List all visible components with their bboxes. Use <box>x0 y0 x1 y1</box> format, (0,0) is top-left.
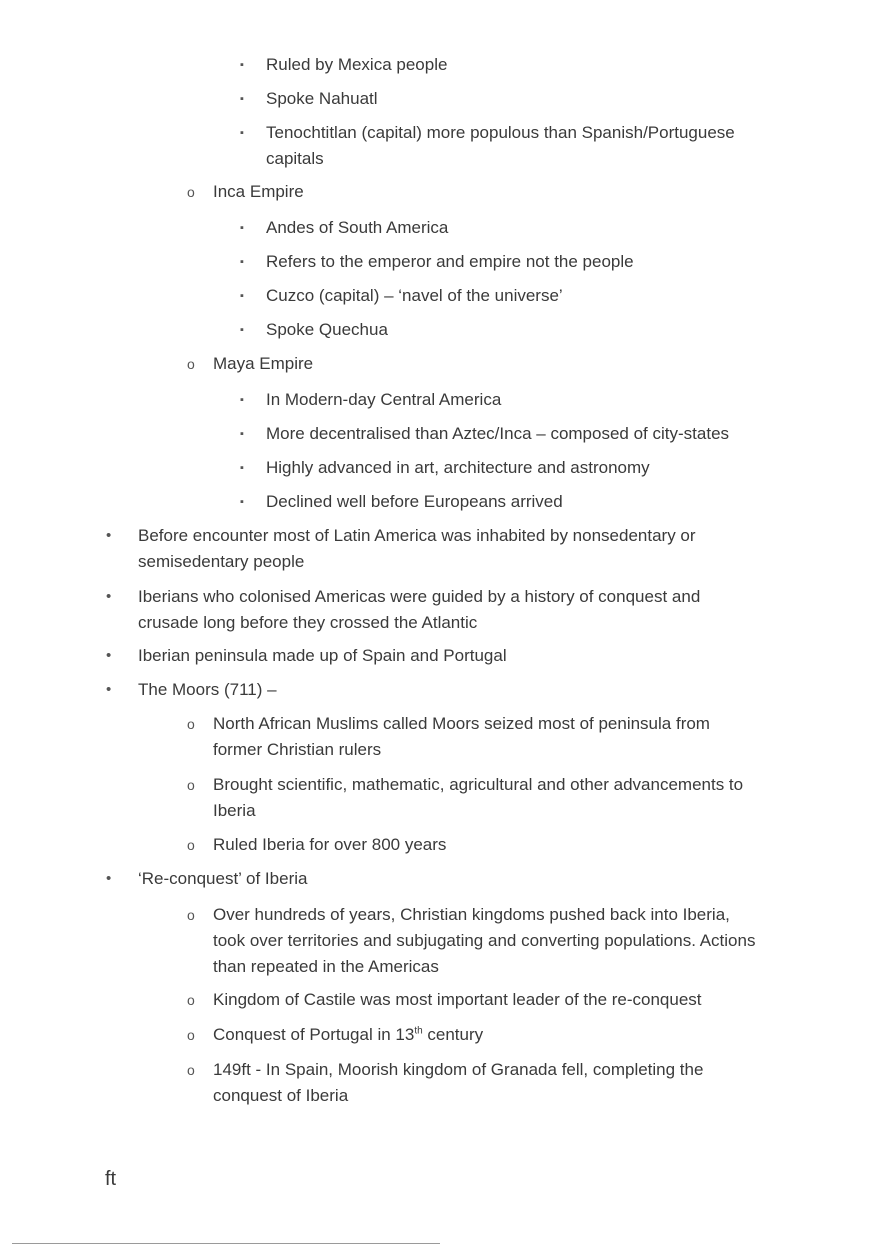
round-bullet-icon: • <box>106 870 112 887</box>
list-item <box>106 643 778 669</box>
list-item <box>187 902 758 980</box>
list-item <box>240 215 786 241</box>
list-item-text: In Modern-day Central America <box>266 390 502 409</box>
list-item <box>187 987 788 1013</box>
square-bullet-icon: ▪ <box>240 222 244 234</box>
list-item-text <box>213 1025 483 1044</box>
list-item-text: Iberian peninsula made up of Spain and Portugal <box>138 646 507 665</box>
list-item-text: Highly advanced in art, architecture and astronomy <box>266 458 650 477</box>
list-item <box>106 677 778 703</box>
square-bullet-icon: ▪ <box>240 428 244 440</box>
square-bullet-icon: ▪ <box>240 59 244 71</box>
list-item-text: Brought scientific, mathematic, agricultural and other advancements to Iberia <box>213 775 744 820</box>
square-bullet-icon: ▪ <box>240 93 244 105</box>
list-item-text: Inca Empire <box>213 182 304 201</box>
list-item-text: Iberians who colonised Americas were guided by a history of conquest and crusade long before they crossed the Atlantic <box>138 587 701 632</box>
list-item <box>240 249 786 275</box>
list-item <box>240 52 786 78</box>
circle-bullet-icon: o <box>187 1062 195 1078</box>
list-item <box>240 421 786 447</box>
square-bullet-icon: ▪ <box>240 462 244 474</box>
list-item-text: Spoke Nahuatl <box>266 89 378 108</box>
list-item <box>187 711 758 763</box>
list-item <box>106 866 778 892</box>
list-item <box>240 455 786 481</box>
list-item-text: Maya Empire <box>213 354 314 373</box>
circle-bullet-icon: o <box>187 907 195 923</box>
list-item-text: ‘Re-conquest’ of Iberia <box>138 869 308 888</box>
list-item <box>240 86 786 112</box>
list-item-text: Ruled by Mexica people <box>266 55 448 74</box>
footnote-separator <box>12 1243 440 1244</box>
list-item <box>187 1057 753 1109</box>
superscript: th <box>414 1025 423 1037</box>
square-bullet-icon: ▪ <box>240 290 244 302</box>
list-item-text: More decentralised than Aztec/Inca – composed of city-states <box>266 424 730 443</box>
circle-bullet-icon: o <box>187 992 195 1008</box>
circle-bullet-icon: o <box>187 716 195 732</box>
square-bullet-icon: ▪ <box>240 127 244 139</box>
list-item-text: Tenochtitlan (capital) more populous than Spanish/Portuguese capitals <box>266 123 735 168</box>
circle-bullet-icon: o <box>187 184 195 200</box>
list-item <box>240 387 786 413</box>
list-item-text: Ruled Iberia for over 800 years <box>213 835 447 854</box>
square-bullet-icon: ▪ <box>240 496 244 508</box>
circle-bullet-icon: o <box>187 837 195 853</box>
list-item <box>106 584 738 636</box>
list-item-text-part: century <box>422 1025 484 1044</box>
list-item-text: Before encounter most of Latin America was inhabited by nonsedentary or semisedentary people <box>138 526 696 571</box>
round-bullet-icon: • <box>106 588 112 605</box>
list-item-text: Kingdom of Castile was most important leader of the re-conquest <box>213 990 702 1009</box>
round-bullet-icon: • <box>106 681 112 698</box>
round-bullet-icon: • <box>106 647 112 664</box>
list-item-text: Cuzco (capital) – ‘navel of the universe’ <box>266 286 563 305</box>
circle-bullet-icon: o <box>187 356 195 372</box>
square-bullet-icon: ▪ <box>240 256 244 268</box>
circle-bullet-icon: o <box>187 777 195 793</box>
list-item <box>187 351 788 377</box>
square-bullet-icon: ▪ <box>240 324 244 336</box>
list-item <box>187 179 788 205</box>
list-item-text: The Moors (711) – <box>138 680 277 699</box>
list-item <box>187 1022 788 1048</box>
list-item <box>187 772 783 824</box>
list-item <box>240 317 786 343</box>
list-item-text: Spoke Quechua <box>266 320 388 339</box>
square-bullet-icon: ▪ <box>240 394 244 406</box>
circle-bullet-icon: o <box>187 1027 195 1043</box>
list-item-text: Andes of South America <box>266 218 449 237</box>
list-item <box>240 120 766 172</box>
list-item-text: Refers to the emperor and empire not the people <box>266 252 634 271</box>
list-item <box>240 283 786 309</box>
list-item-text: North African Muslims called Moors seized most of peninsula from former Christian rulers <box>213 714 710 759</box>
list-item-text-part: Conquest of Portugal in 13 <box>213 1025 415 1044</box>
footer-mark: ft <box>105 1168 117 1190</box>
list-item-text: Declined well before Europeans arrived <box>266 492 563 511</box>
round-bullet-icon: • <box>106 527 112 544</box>
list-item <box>106 523 738 575</box>
list-item <box>187 832 788 858</box>
list-item-text: Over hundreds of years, Christian kingdoms pushed back into Iberia, took over territories and subjugating and converting populations. Actions than repeated in the Americas <box>213 905 756 976</box>
list-item <box>240 489 786 515</box>
list-item-text: 149ft - In Spain, Moorish kingdom of Granada fell, completing the conquest of Iberia <box>213 1060 704 1105</box>
